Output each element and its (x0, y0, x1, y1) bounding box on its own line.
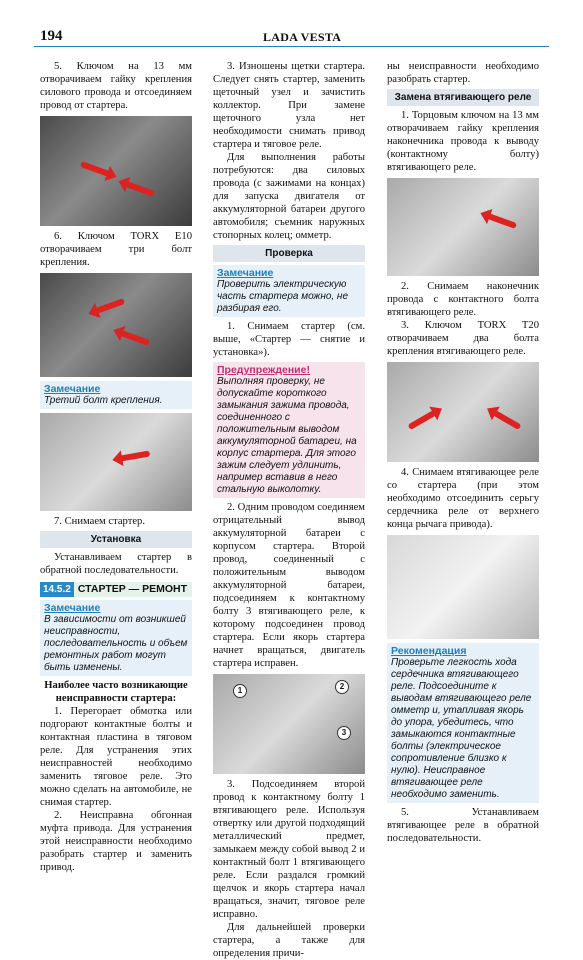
warning-text: Выполняя проверку, не допускайте короткого замыкания зажима провода, соединенного с положительным выводом аккумуляторной батареи, на корпус стартера. Для этого зажим следует удлинить, например вставив в него стальную выколотку. (217, 376, 357, 495)
step-7-text: 7. Снимаем стартер. (54, 516, 145, 527)
fault-3-text: 3. Изношены щетки стартера. Следует снять стартер, заменить щеточный узел и зачистить коллектор. При замене щеточного узла нет необходимости снимать привод стартера и тяговое реле. (213, 61, 365, 150)
column-2 (213, 60, 365, 960)
column-1 (40, 60, 192, 874)
running-title: LADA VESTA (263, 30, 342, 44)
install-heading: Установка (40, 531, 192, 548)
step-6-text: 6. Ключом TORX E10 отворачиваем три болт крепления. (40, 231, 192, 268)
photo-starter-terminals (213, 674, 365, 774)
install-text: Устанавливаем стартер в обратной последовательности. (40, 552, 192, 576)
red-arrow-icon (80, 161, 110, 177)
relay-step-4-text: 4. Снимаем втягивающее реле со стартера (при этом необходимо отсоединить серьгу сердечника реле от верхнего конца рычага привода). (387, 467, 539, 530)
callout-2: 2 (335, 680, 349, 694)
note-heading: Замечание (217, 267, 274, 279)
page-number: 194 (40, 28, 63, 44)
callout-3: 3 (337, 726, 351, 740)
red-arrow-icon (487, 213, 517, 229)
section-title: СТАРТЕР — РЕМОНТ (74, 582, 192, 597)
photo-relay-nut (387, 178, 539, 276)
red-arrow-icon (125, 181, 155, 197)
note-box (213, 265, 365, 317)
photo-power-wire (40, 116, 192, 226)
check-step-2-text: 2. Одним проводом соединяем отрицательный вывод аккумуляторной батареи с корпусом стартера. Второй провод, соединенный с положительным выводом аккумуляторной батареи, подсоединяем к контактному болту 3 втягивающего реле, к которому подсоединен провод стартера. Если якорь стартера начнет вращаться, двигатель стартера исправен. (213, 502, 365, 669)
check-step-1-text: 1. Снимаем стартер (см. выше, «Стартер — снятие и установка»). (213, 321, 365, 358)
recommendation-heading: Рекомендация (391, 645, 467, 657)
note-text: Проверить электрическую часть стартера можно, не разбирая его. (217, 279, 349, 314)
warning-box (213, 362, 365, 498)
red-arrow-icon (95, 298, 125, 314)
note-text: Третий болт крепления. (44, 395, 163, 406)
callout-1: 1 (233, 684, 247, 698)
note-heading: Замечание (44, 602, 101, 614)
photo-third-bolt (40, 413, 192, 511)
photo-relay-removed (387, 535, 539, 639)
red-arrow-icon (493, 410, 522, 430)
continued-text: ны неисправности необходимо разобрать стартер. (387, 61, 539, 85)
red-arrow-icon (408, 410, 437, 430)
note-box (40, 381, 192, 409)
check-step-3-text: 3. Подсоединяем второй провод к контактному болту 1 втягивающего реле. Используя отвертку или другой подходящий металлический предмет, замыкаем между собой вывод 2 и контактный болт 1 втягивающего реле. Если раздался громкий щелчок и якорь стартера начал вращаться, значит, тяговое реле исправно. (213, 779, 365, 920)
column-3 (387, 60, 539, 845)
tools-needed-text: Для выполнения работы потребуются: два силовых провода (с зажимами на концах) для запуска двигателя от аккумуляторной батареи другого автомобиля; съемник наружных стопорных колец; омметр. (213, 152, 365, 241)
note-heading: Замечание (44, 383, 101, 395)
red-arrow-icon (120, 330, 150, 346)
fault-2-text: 2. Неисправна обгонная муфта привода. Для устранения этой неисправности необходимо разобрать стартер и заменить привод. (40, 810, 192, 873)
relay-step-1-text: 1. Торцовым ключом на 13 мм отворачиваем гайку крепления наконечника провода к выводу (контактному болту) втягивающего реле. (387, 110, 539, 173)
faults-heading: Наиболее часто возникающие неисправности стартера: (44, 680, 188, 704)
recommendation-box (387, 643, 539, 803)
header-rule (34, 46, 549, 47)
warning-heading: Предупреждение! (217, 364, 310, 376)
check-step-3b-text: Для дальнейшей проверки стартера, а также для определения причи- (213, 922, 365, 959)
recommendation-text: Проверьте легкость хода сердечника втягивающего реле. Подсоедините к выводам втягивающего реле омметр и, утапливая якорь до упора, убедитесь, что замыкаются контактные болты (электрическое сопротивление близко к нулю). Неисправное втягивающее реле необходимо заменить. (391, 657, 532, 800)
photo-relay-bolts (387, 362, 539, 462)
photo-torx-bolts (40, 273, 192, 377)
note-box-2 (40, 600, 192, 676)
relay-step-2-text: 2. Снимаем наконечник провода с контактного болта втягивающего реле. (387, 281, 539, 318)
replace-relay-heading: Замена втягивающего реле (387, 89, 539, 106)
relay-step-5-text: 5. Устанавливаем втягивающее реле в обратной последовательности. (387, 807, 539, 844)
relay-step-3-text: 3. Ключом TORX T20 отворачиваем два болта крепления втягивающего реле. (387, 320, 539, 357)
red-arrow-icon (120, 450, 151, 461)
fault-1-text: 1. Перегорает обмотка или подгорают контактные болты и контактная пластина в тяговом реле. Для устранения этих неисправностей необходимо заменить тяговое реле. Это можно сделать на автомобиле, не снимая стартер. (40, 706, 192, 808)
step-5-text: 5. Ключом на 13 мм отворачиваем гайку крепления силового провода и отсоединяем провод от стартера. (40, 61, 192, 111)
section-heading (40, 582, 192, 597)
note-text: В зависимости от возникшей неисправности, последовательность и объем ремонтных работ могут быть изменены. (44, 614, 188, 673)
check-heading: Проверка (213, 245, 365, 262)
page-header (0, 0, 583, 46)
section-number: 14.5.2 (40, 582, 74, 597)
